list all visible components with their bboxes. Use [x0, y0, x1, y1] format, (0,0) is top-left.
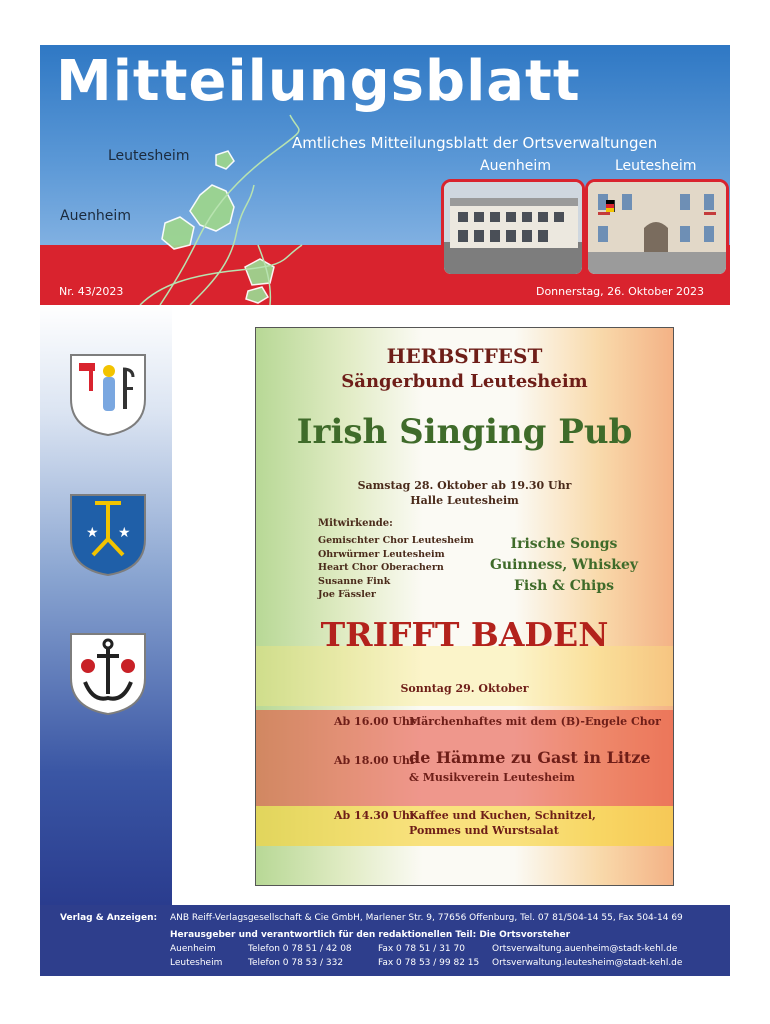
poster-sunday: Sonntag 29. Oktober [400, 682, 529, 695]
st-peter-crest-icon [69, 353, 147, 437]
photo-auenheim-town-hall [441, 179, 585, 277]
poster-location: Halle Leutesheim [410, 494, 519, 507]
list-item: Joe Fässler [318, 589, 376, 600]
poster-offer-food: Fish & Chips [513, 578, 615, 594]
contact-phone-auenheim: Telefon 0 78 51 / 42 08 [248, 944, 352, 954]
map-label-leutesheim: Leutesheim [108, 148, 190, 164]
newsletter-title: Mitteilungsblatt [56, 49, 581, 114]
poster-offer-songs: Irische Songs [510, 536, 618, 552]
schedule-time-3: Ab 14.30 Uhr [334, 809, 416, 822]
photo-leutesheim-town-hall [585, 179, 729, 277]
publisher-details: ANB Reiff-Verlagsgesellschaft & Cie GmbH, Marlener Str. 9, 77656 Offenburg, Tel. 07 81/504-14 55, Fax 504-14 69 [170, 913, 683, 923]
anchor-roses-crest-icon [69, 632, 147, 716]
schedule-time-1: Ab 16.00 Uhr [334, 715, 416, 728]
masthead [40, 45, 730, 305]
svg-text:★: ★ [86, 525, 99, 541]
contact-fax-auenheim: Fax 0 78 51 / 31 70 [378, 944, 465, 954]
contact-fax-leutesheim: Fax 0 78 53 / 99 82 15 [378, 958, 480, 968]
list-item: Gemischter Chor Leutesheim [318, 535, 474, 546]
newsletter-subtitle: Amtliches Mitteilungsblatt der Ortsverwaltungen [292, 134, 658, 152]
poster-herbstfest: HERBSTFEST [386, 344, 543, 368]
schedule-subtext-2: & Musikverein Leutesheim [409, 771, 575, 784]
contact-email-auenheim[interactable]: Ortsverwaltung.auenheim@stadt-kehl.de [492, 944, 678, 954]
schedule-text-1: Märchenhaftes mit dem (B)-Engele Chor [409, 715, 661, 728]
issue-number: Nr. 43/2023 [59, 285, 124, 298]
schedule-subtext-3: Pommes und Wurstsalat [409, 824, 559, 837]
list-item: Ohrwürmer Leutesheim [318, 548, 445, 560]
schedule-text-3: Kaffee und Kuchen, Schnitzel, [409, 809, 596, 822]
schedule-time-2: Ab 18.00 Uhr [334, 754, 416, 767]
event-poster [255, 327, 674, 886]
poster-participants-list [318, 534, 474, 602]
list-item: Susanne Fink [318, 575, 391, 587]
photo-label-auenheim: Auenheim [480, 158, 551, 174]
poster-band-light [256, 646, 673, 706]
poster-organizer: Sängerbund Leutesheim [341, 371, 588, 392]
editor-line: Herausgeber und verantwortlich für den redaktionellen Teil: Die Ortsvorsteher [170, 930, 571, 940]
svg-text:★: ★ [118, 525, 131, 541]
poster-date-line: Samstag 28. Oktober ab 19.30 Uhr [357, 479, 572, 492]
poster-tagline: TRIFFT BADEN [320, 615, 609, 654]
contact-phone-leutesheim: Telefon 0 78 53 / 332 [248, 958, 344, 968]
map-label-auenheim: Auenheim [60, 208, 131, 224]
contact-email-leutesheim[interactable]: Ortsverwaltung.leutesheim@stadt-kehl.de [492, 958, 683, 968]
poster-offer [484, 534, 644, 597]
contact-place-leutesheim: Leutesheim [170, 958, 223, 968]
blue-stars-crest-icon [69, 493, 147, 577]
list-item: Heart Chor Oberachern [318, 562, 444, 573]
sidebar-crests [40, 305, 172, 905]
contact-place-auenheim: Auenheim [170, 944, 216, 954]
imprint-footer [40, 905, 730, 976]
poster-headline: Irish Singing Pub [296, 412, 633, 452]
photo-label-leutesheim: Leutesheim [615, 158, 697, 174]
publisher-label: Verlag & Anzeigen: [60, 913, 158, 923]
schedule-text-2: de Hämme zu Gast in Litze [409, 748, 651, 767]
issue-date: Donnerstag, 26. Oktober 2023 [535, 285, 704, 298]
poster-participants-label: Mitwirkende: [318, 518, 393, 529]
poster-offer-drinks: Guinness, Whiskey [489, 557, 639, 573]
poster-date-venue [256, 478, 673, 508]
newsletter-page [40, 45, 730, 976]
